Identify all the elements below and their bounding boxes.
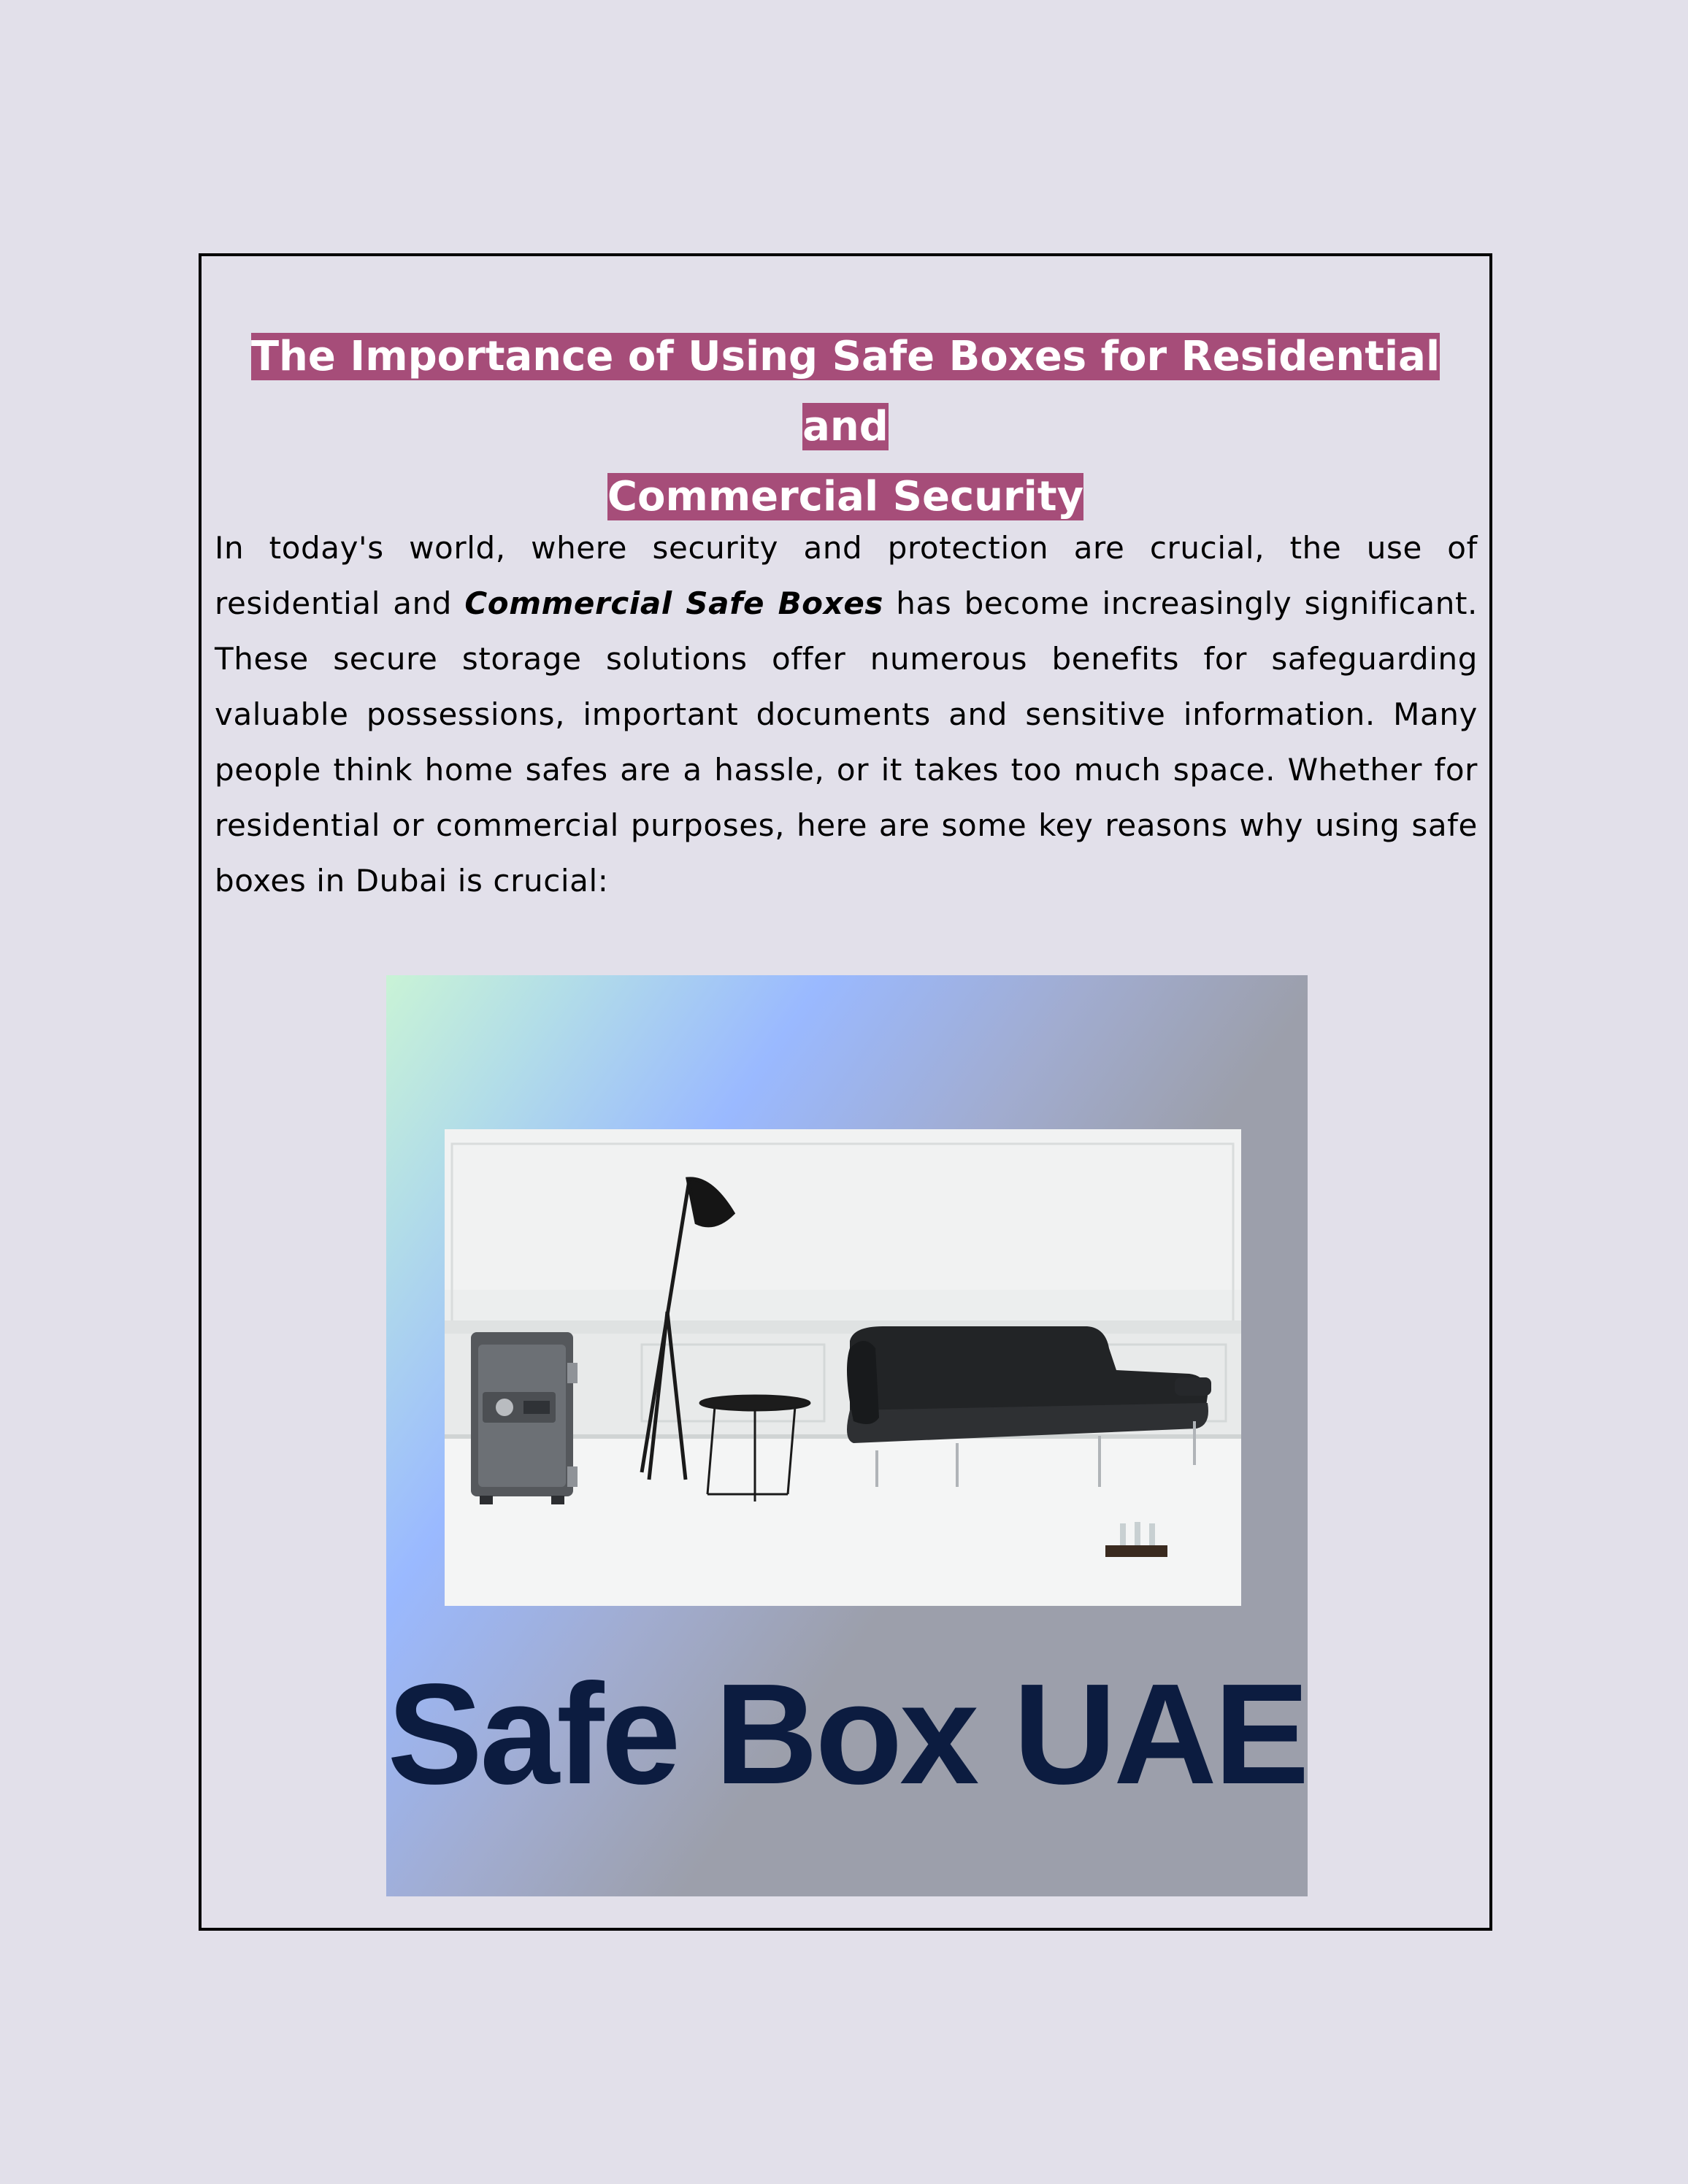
safe-box-promo-image: [386, 975, 1308, 1896]
document-frame: [199, 253, 1492, 1931]
living-room-illustration: [445, 1129, 1241, 1606]
intro-paragraph: [215, 520, 1478, 909]
page-title: [202, 322, 1489, 532]
intro-text-start: In today's world, where security and protection are crucial, the use of residential and: [215, 530, 1478, 621]
promo-caption: Safe Box UAE: [387, 1654, 1307, 1814]
safe-box-graphic: [471, 1332, 578, 1504]
commercial-safe-boxes-emphasis: Commercial Safe Boxes: [464, 585, 884, 621]
living-room-safe-photo: [445, 1129, 1241, 1606]
title-line-1: The Importance of Using Safe Boxes for Residential and: [250, 333, 1440, 450]
title-line-2: Commercial Security: [607, 473, 1084, 520]
intro-text-end: has become increasingly significant. These secure storage solutions offer numerous benefits for safeguarding valuable possessions, important documents and sensitive information. Many people think home safes are a hassle, or it takes too much space. Whether for residential or commercial purposes, here are some key reasons why using safe boxes in Dubai is crucial:: [215, 585, 1478, 899]
